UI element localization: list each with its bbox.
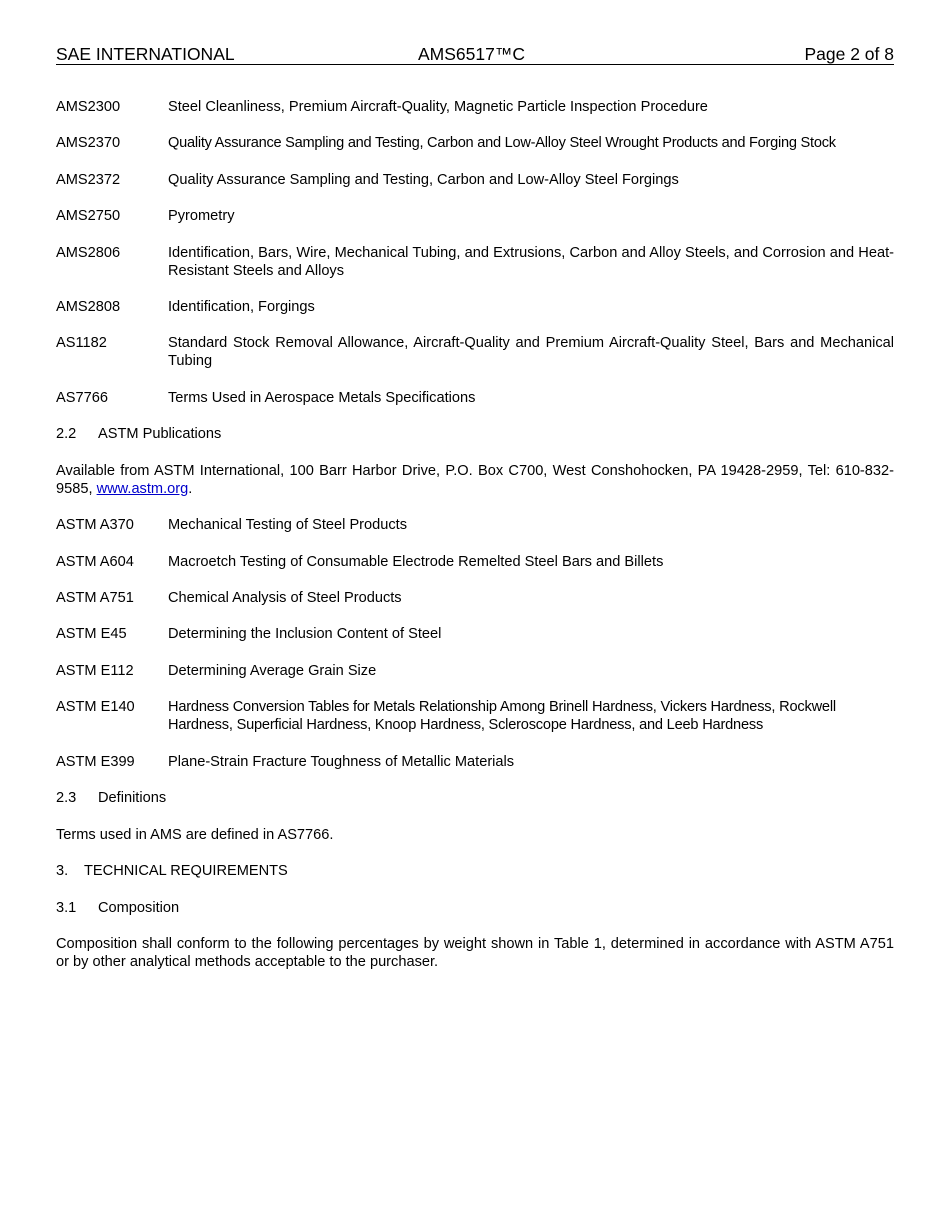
- reference-astm-e112: [56, 662, 894, 680]
- definitions-paragraph: Terms used in AMS are defined in AS7766.: [56, 827, 334, 843]
- reference-title: Steel Cleanliness, Premium Aircraft-Quality, Magnetic Particle Inspection Procedure: [168, 99, 708, 115]
- reference-astm-a751: [56, 589, 894, 607]
- reference-title: Chemical Analysis of Steel Products: [168, 590, 402, 606]
- reference-title: Standard Stock Removal Allowance, Aircraft-Quality and Premium Aircraft-Quality Steel, Bars and Mechanical Tubing: [168, 335, 894, 369]
- reference-title: Pyrometry: [168, 208, 235, 224]
- reference-ams2372: [56, 171, 894, 189]
- section-heading-2-2: [56, 425, 894, 443]
- reference-title: Determining Average Grain Size: [168, 663, 377, 679]
- reference-title: Mechanical Testing of Steel Products: [168, 517, 408, 533]
- page-header: [56, 44, 894, 65]
- header-page-number: Page 2 of 8: [804, 44, 894, 64]
- reference-code: ASTM E399: [56, 754, 135, 770]
- section-title: Definitions: [98, 790, 167, 806]
- reference-code: ASTM A751: [56, 590, 134, 606]
- reference-astm-a370: [56, 516, 894, 534]
- section-heading-3-1: [56, 899, 894, 917]
- reference-code: ASTM A604: [56, 554, 134, 570]
- reference-as1182: [56, 334, 894, 370]
- reference-ams2370: [56, 134, 894, 152]
- reference-ams2808: [56, 298, 894, 316]
- reference-code: AMS2372: [56, 172, 121, 188]
- reference-title: Macroetch Testing of Consumable Electrode Remelted Steel Bars and Billets: [168, 554, 664, 570]
- astm-website-link[interactable]: www.astm.org: [96, 481, 189, 497]
- reference-code: ASTM A370: [56, 517, 134, 533]
- astm-paragraph-end: .: [188, 481, 193, 497]
- reference-code: AMS2300: [56, 99, 121, 115]
- section-title: ASTM Publications: [98, 426, 222, 442]
- reference-astm-e399: [56, 753, 894, 771]
- section-heading-3: [56, 862, 894, 880]
- reference-ams2806: [56, 244, 894, 280]
- section-number: 2.3: [56, 790, 77, 806]
- reference-title: Identification, Forgings: [168, 299, 315, 315]
- reference-title: Plane-Strain Fracture Toughness of Metallic Materials: [168, 754, 515, 770]
- reference-title: Terms Used in Aerospace Metals Specifications: [168, 390, 476, 406]
- reference-code: AMS2808: [56, 299, 121, 315]
- reference-code: AMS2750: [56, 208, 121, 224]
- reference-astm-e140: [56, 698, 894, 734]
- section-number: 2.2: [56, 426, 77, 442]
- reference-code: AS1182: [56, 335, 107, 351]
- reference-as7766: [56, 389, 894, 407]
- reference-code: ASTM E112: [56, 663, 134, 679]
- section-number: 3.1: [56, 900, 77, 916]
- reference-code: AMS2370: [56, 135, 121, 151]
- reference-ams2300: [56, 98, 894, 116]
- reference-title: Quality Assurance Sampling and Testing, Carbon and Low-Alloy Steel Forgings: [168, 172, 679, 188]
- composition-paragraph: Composition shall conform to the following percentages by weight shown in Table 1, determined in accordance with ASTM A751 or by other analytical methods acceptable to the purchaser.: [56, 936, 894, 970]
- section-title: TECHNICAL REQUIREMENTS: [84, 863, 288, 879]
- section-heading-2-3: [56, 789, 894, 807]
- reference-title: Hardness Conversion Tables for Metals Relationship Among Brinell Hardness, Vickers Hardness, Rockwell Hardness, Superficial Hardness, Knoop Hardness, Scleroscope Hardness, and Leeb Hardness: [168, 699, 836, 733]
- header-organization: SAE INTERNATIONAL: [56, 44, 235, 64]
- reference-code: AS7766: [56, 390, 108, 406]
- astm-availability-paragraph: [56, 462, 894, 498]
- reference-title: Determining the Inclusion Content of Steel: [168, 626, 442, 642]
- section-number: 3.: [56, 863, 69, 879]
- reference-code: ASTM E140: [56, 699, 135, 715]
- reference-astm-e45: [56, 625, 894, 643]
- reference-ams2750: [56, 207, 894, 225]
- astm-address-text: Available from ASTM International, 100 Barr Harbor Drive, P.O. Box C700, West Conshohocken, PA 19428-2959, Tel: 610-832-9585,: [56, 463, 894, 497]
- reference-astm-a604: [56, 553, 894, 571]
- section-title: Composition: [98, 900, 180, 916]
- reference-code: ASTM E45: [56, 626, 127, 642]
- header-document-id: AMS6517™C: [418, 44, 525, 64]
- reference-code: AMS2806: [56, 245, 121, 261]
- reference-title: Quality Assurance Sampling and Testing, Carbon and Low-Alloy Steel Wrought Products and Forging Stock: [168, 135, 836, 151]
- reference-title: Identification, Bars, Wire, Mechanical Tubing, and Extrusions, Carbon and Alloy Steels, and Corrosion and Heat-Resistant Steels and Alloys: [168, 245, 894, 279]
